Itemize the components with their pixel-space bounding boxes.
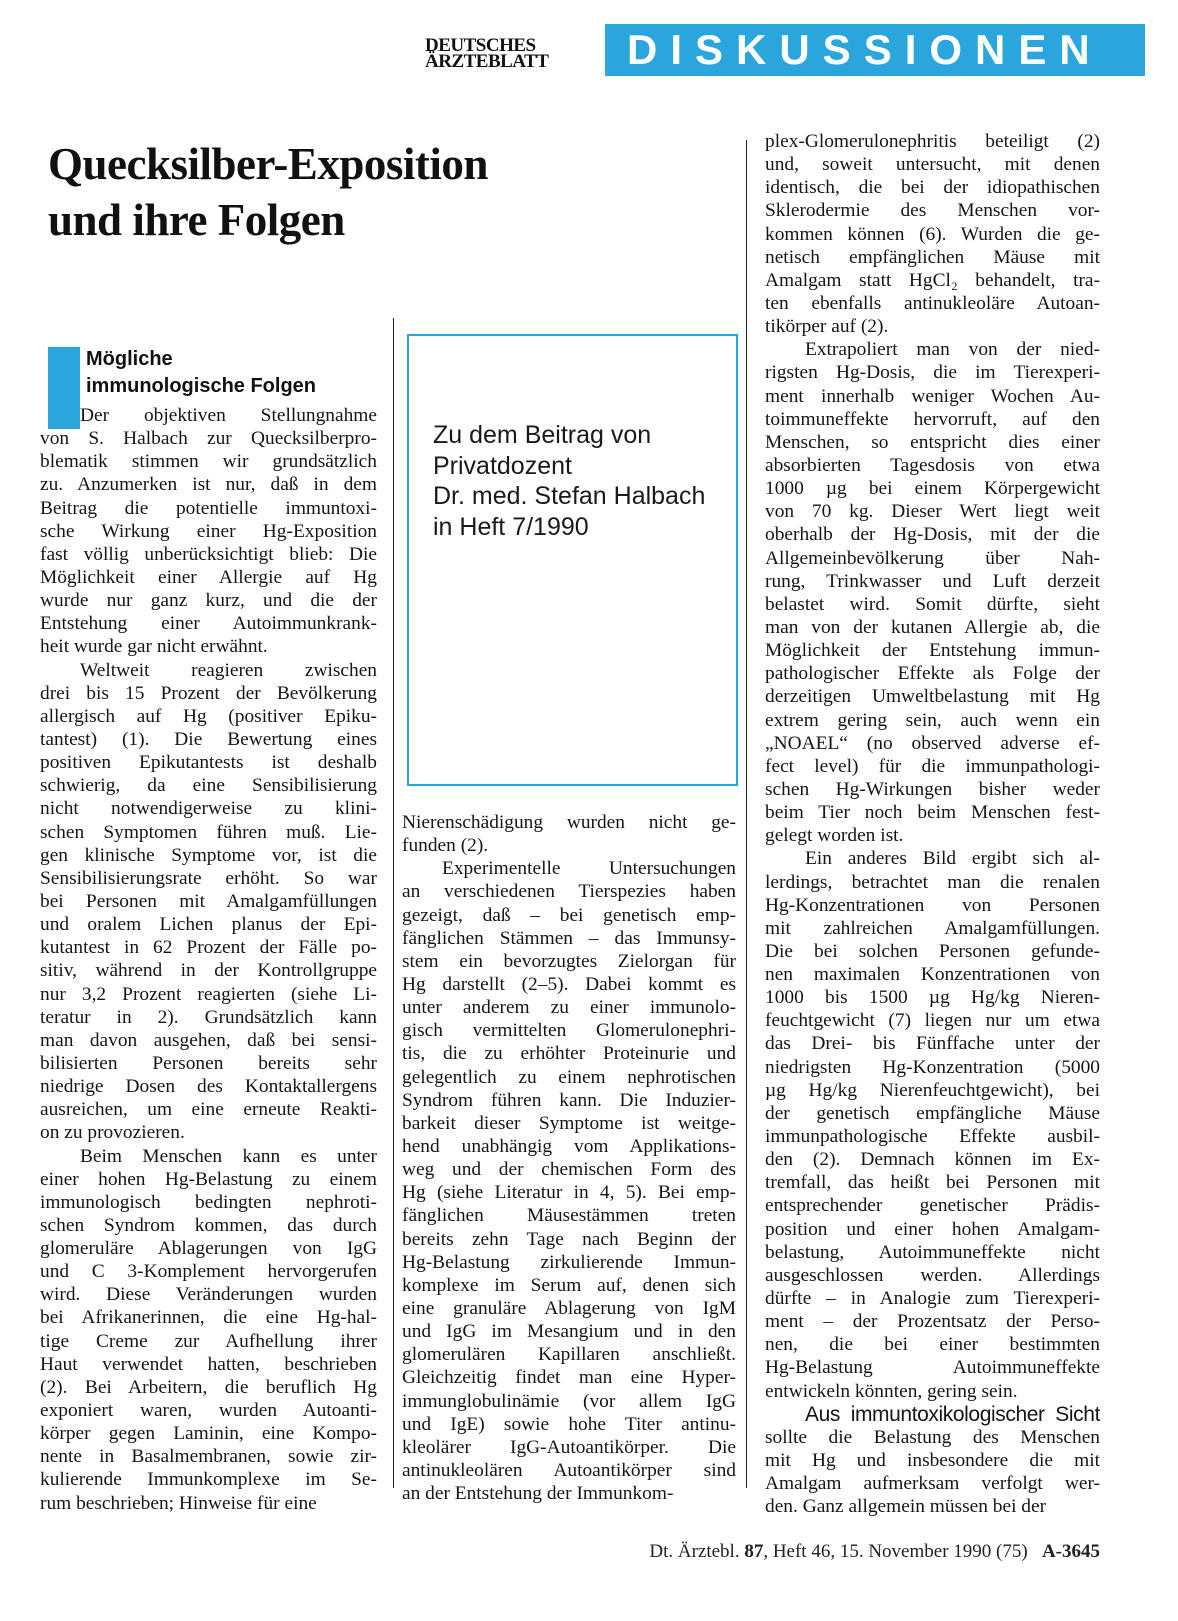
section-subheading bbox=[86, 346, 396, 400]
text-line: bereits zehn Tage nach Beginn der bbox=[402, 1228, 736, 1250]
text-line: position und einer hohen Amalgam- bbox=[765, 1218, 1100, 1240]
text-line: glomerulären Kapillaren anschließt. bbox=[402, 1344, 736, 1366]
text-line: unter anderem zu einer immunolo- bbox=[402, 997, 736, 1019]
text-line: funden (2). bbox=[402, 835, 489, 857]
text-line: heit wurde gar nicht erwähnt. bbox=[40, 636, 268, 658]
citation-prefix: Dt. Ärztebl. bbox=[649, 1541, 740, 1562]
text-line: ausgeschlossen werden. Allerdings bbox=[765, 1264, 1100, 1286]
text-line: kutantest in 62 Prozent der Fälle po- bbox=[40, 937, 377, 959]
text-line: allergisch auf Hg (positiver Epiku- bbox=[40, 705, 377, 727]
text-line: tremfall, das heißt bei Personen mit bbox=[765, 1172, 1100, 1194]
text-line: entwickeln könnten, gering sein. bbox=[765, 1380, 1018, 1402]
text-line: nen, die bei einer bestimmten bbox=[765, 1334, 1100, 1356]
text-line: und oralem Lichen planus der Epi- bbox=[40, 914, 377, 936]
text-line: niedrigsten Hg-Konzentration (5000 bbox=[765, 1056, 1100, 1078]
text-line: von 70 kg. Dieser Wert liegt weit bbox=[765, 501, 1100, 523]
column-rule-1 bbox=[393, 318, 394, 1488]
text-line: das Drei- bis Fünffache unter der bbox=[765, 1033, 1100, 1055]
text-line: Beim Menschen kann es unter bbox=[80, 1145, 377, 1167]
text-line: Hg-Belastung Autoimmuneffekte bbox=[765, 1357, 1100, 1379]
logo-line-1: DEUTSCHES bbox=[425, 35, 536, 56]
text-line: kleolärer IgG-Autoantikörper. Die bbox=[402, 1436, 736, 1458]
text-line: Menschen, so entspricht dies einer bbox=[765, 431, 1100, 453]
text-line: sollte die Belastung des Menschen bbox=[765, 1426, 1100, 1448]
text-line: und, soweit untersucht, mit denen bbox=[765, 154, 1100, 176]
text-line: und IgG im Mesangium und in den bbox=[402, 1321, 736, 1343]
citation-rest: , Heft 46, 15. November 1990 (75) bbox=[763, 1541, 1028, 1562]
text-line: immunpathologische Effekte ausbil- bbox=[765, 1126, 1100, 1148]
citation-volume: 87 bbox=[744, 1541, 764, 1562]
text-line: Möglichkeit der Entstehung immun- bbox=[765, 640, 1100, 662]
text-line: zu. Anzumerken ist nur, daß in dem bbox=[40, 474, 377, 496]
text-line: Amalgam statt HgCl₂ behandelt, tra- bbox=[765, 269, 1100, 291]
text-line: den. Ganz allgemein müssen bei der bbox=[765, 1496, 1047, 1518]
text-line: und IgE) sowie hohe Titer antinu- bbox=[402, 1413, 736, 1435]
text-line: fänglichen Stämmen – das Immunsy- bbox=[402, 927, 736, 949]
text-line: und C 3-Komplement hervorgerufen bbox=[40, 1261, 377, 1283]
info-line-4: in Heft 7/1990 bbox=[433, 512, 589, 541]
text-line: rigsten Hg-Dosis, die im Tierexperi- bbox=[765, 362, 1100, 384]
text-line: Der objektiven Stellungnahme bbox=[80, 405, 377, 426]
text-line: Ein anderes Bild ergibt sich al- bbox=[805, 848, 1100, 870]
section-banner: DISKUSSIONEN bbox=[605, 24, 1145, 76]
text-line: identisch, die bei der idiopathischen bbox=[765, 177, 1100, 199]
column-rule-2 bbox=[746, 140, 747, 1488]
text-line: von S. Halbach zur Quecksilberpro- bbox=[40, 428, 377, 450]
text-line: Entstehung einer Autoimmunkrank- bbox=[40, 613, 377, 635]
text-line: „NOAEL“ (no observed adverse ef- bbox=[765, 732, 1100, 754]
text-line: drei bis 15 Prozent der Bevölkerung bbox=[40, 682, 377, 704]
text-line: Hg-Belastung zirkulierende Immun- bbox=[402, 1251, 736, 1273]
text-line: on zu provozieren. bbox=[40, 1122, 185, 1144]
text-line: nicht notwendigerweise zu klini- bbox=[40, 798, 377, 820]
text-line: Sklerodermie des Menschen vor- bbox=[765, 200, 1100, 222]
text-line: pathologischer Effekte als Folge der bbox=[765, 663, 1100, 685]
text-line: Syndrom führen kann. Die Induzier- bbox=[402, 1089, 736, 1111]
text-line: belastung, Autoimmuneffekte nicht bbox=[765, 1241, 1100, 1263]
text-line: Sensibilisierungsrate erhöht. So war bbox=[40, 867, 377, 889]
text-line: sitiv, während in der Kontrollgruppe bbox=[40, 960, 377, 982]
text-line: immunglobulinämie (vor allem IgG bbox=[402, 1390, 736, 1412]
text-line: Beitrag die potentielle immuntoxi- bbox=[40, 497, 377, 519]
text-line: exponiert waren, wurden Autoanti- bbox=[40, 1400, 377, 1422]
text-line: ment innerhalb weniger Wochen Au- bbox=[765, 385, 1100, 407]
text-line: 1000 µg bei einem Körpergewicht bbox=[765, 478, 1100, 500]
text-line: tis, die zu erhöhter Proteinurie und bbox=[402, 1043, 736, 1065]
text-line: Hg darstellt (2–5). Dabei kommt es bbox=[402, 973, 736, 995]
text-line: absorbierten Tagesdosis von etwa bbox=[765, 454, 1100, 476]
text-column-2 bbox=[402, 811, 736, 1505]
text-line: den (2). Demnach können im Ex- bbox=[765, 1149, 1100, 1171]
text-line: weg und der chemischen Form des bbox=[402, 1159, 736, 1181]
text-line: entsprechender genetischer Prädis- bbox=[765, 1195, 1100, 1217]
text-line: man davon ausgehen, daß bei sensi- bbox=[40, 1029, 377, 1051]
text-line: immunologisch bedingten nephroti- bbox=[40, 1191, 377, 1213]
text-line: komplexe im Serum auf, denen sich bbox=[402, 1274, 736, 1296]
text-line: mit Hg und insbesondere die mit bbox=[765, 1450, 1100, 1472]
page-number: A-3645 bbox=[1041, 1541, 1100, 1562]
text-line: plex-Glomerulonephritis beteiligt (2) bbox=[765, 131, 1100, 152]
text-line: toimmuneffekte hervorruft, auf den bbox=[765, 408, 1100, 430]
text-line: belastet wird. Somit dürfte, sieht bbox=[765, 593, 1100, 615]
text-line: Die bei solchen Personen gefunde- bbox=[765, 940, 1100, 962]
text-line: feuchtgewicht (7) liegen nur um etwa bbox=[765, 1010, 1100, 1032]
text-line: schwierig, da eine Sensibilisierung bbox=[40, 775, 377, 797]
logo-line-2: ÄRZTEBLATT bbox=[425, 51, 549, 72]
text-line: Amalgam aufmerksam verfolgt wer- bbox=[765, 1473, 1100, 1495]
text-line: ment – der Prozentsatz der Perso- bbox=[765, 1311, 1100, 1333]
text-line: lerdings, betrachtet man die renalen bbox=[765, 871, 1100, 893]
text-line: teratur in 2). Grundsätzlich kann bbox=[40, 1006, 377, 1028]
text-line: Haut verwendet hatten, beschrieben bbox=[40, 1353, 377, 1375]
text-line: fast völlig unberücksichtigt blieb: Die bbox=[40, 543, 377, 565]
text-line: netisch empfänglichen Mäuse mit bbox=[765, 246, 1100, 268]
text-line: glomeruläre Ablagerungen von IgG bbox=[40, 1238, 377, 1260]
text-line: Gleichzeitig findet man eine Hyper- bbox=[402, 1367, 736, 1389]
text-line: nen maximalen Konzentrationen von bbox=[765, 964, 1100, 986]
text-line: schen Symptomen führen muß. Lie- bbox=[40, 821, 377, 843]
text-line: einer hohen Hg-Belastung zu einem bbox=[40, 1168, 377, 1190]
text-line: µg Hg/kg Nierenfeuchtgewicht), bei bbox=[765, 1079, 1100, 1101]
text-line: barkeit dieser Symptome ist weitge- bbox=[402, 1112, 736, 1134]
text-line: antinukleolären Autoantikörper sind bbox=[402, 1459, 736, 1481]
text-column-3 bbox=[765, 130, 1100, 1518]
text-line: tantest) (1). Die Bewertung eines bbox=[40, 728, 377, 750]
text-line: niedrige Dosen des Kontaktallergens bbox=[40, 1076, 377, 1098]
text-line: mit zahlreichen Amalgamfüllungen. bbox=[765, 917, 1100, 939]
text-line: nur 3,2 Prozent reagierten (siehe Li- bbox=[40, 983, 377, 1005]
journal-logo bbox=[425, 35, 549, 72]
info-line-3: Dr. med. Stefan Halbach bbox=[433, 482, 706, 510]
text-line: wurde nur ganz kurz, und die der bbox=[40, 590, 377, 612]
text-line: 1000 bis 1500 µg Hg/kg Nieren- bbox=[765, 987, 1100, 1009]
text-line: Aus immuntoxikologischer Sicht bbox=[805, 1402, 1100, 1426]
text-line: Hg (siehe Literatur in 4, 5). Bei emp- bbox=[402, 1182, 736, 1204]
text-line: tige Creme zur Aufhellung ihrer bbox=[40, 1330, 377, 1352]
page-footer bbox=[578, 1541, 1100, 1563]
text-line: Weltweit reagieren zwischen bbox=[80, 659, 377, 681]
text-line: (2). Bei Arbeitern, die beruflich Hg bbox=[40, 1376, 377, 1398]
text-line: Nierenschädigung wurden nicht ge- bbox=[402, 812, 736, 833]
text-line: ausreichen, um eine erneute Reakti- bbox=[40, 1099, 377, 1121]
subhead-line-1: Mögliche bbox=[86, 348, 173, 370]
text-line: dürfte – in Analogie zum Tierexperi- bbox=[765, 1288, 1100, 1310]
text-line: Möglichkeit einer Allergie auf Hg bbox=[40, 566, 377, 588]
text-column-1 bbox=[40, 404, 377, 1515]
text-line: blematik stimmen wir grundsätzlich bbox=[40, 451, 377, 473]
text-line: gen klinische Symptome vor, ist die bbox=[40, 844, 377, 866]
text-line: sche Wirkung einer Hg-Exposition bbox=[40, 520, 377, 542]
text-line: Allgemeinbevölkerung über Nah- bbox=[765, 547, 1100, 569]
title-line-2: und ihre Folgen bbox=[48, 195, 345, 245]
text-line: der genetisch empfängliche Mäuse bbox=[765, 1102, 1100, 1124]
text-line: nente in Basalmembranen, sowie zir- bbox=[40, 1446, 377, 1468]
text-line: Hg-Konzentrationen von Personen bbox=[765, 894, 1100, 916]
text-line: gezeigt, daß – bei genetisch emp- bbox=[402, 904, 736, 926]
text-line: rung, Trinkwasser und Luft derzeit bbox=[765, 570, 1100, 592]
text-line: bei Personen mit Amalgamfüllungen bbox=[40, 890, 377, 912]
text-line: schen Syndrom kommen, das durch bbox=[40, 1214, 377, 1236]
text-line: schen Hg-Wirkungen bisher weder bbox=[765, 778, 1100, 800]
text-line: stem ein bevorzugtes Zielorgan für bbox=[402, 950, 736, 972]
text-line: körper gegen Laminin, eine Kompo- bbox=[40, 1423, 377, 1445]
text-line: fänglichen Mäusestämmen treten bbox=[402, 1205, 736, 1227]
text-line: Experimentelle Untersuchungen bbox=[442, 858, 736, 880]
text-line: bilisierten Personen bereits sehr bbox=[40, 1052, 377, 1074]
reference-info-box bbox=[407, 334, 738, 786]
text-line: gisch vermittelten Glomerulonephri- bbox=[402, 1020, 736, 1042]
text-line: kulierende Immunkomplexe im Se- bbox=[40, 1469, 377, 1491]
text-line: an verschiedenen Tierspezies haben bbox=[402, 881, 736, 903]
article-title bbox=[48, 136, 688, 248]
text-line: ten ebenfalls antinukleoläre Autoan- bbox=[765, 292, 1100, 314]
text-line: gelegt worden ist. bbox=[765, 825, 904, 847]
text-line: derzeitigen Umweltbelastung mit Hg bbox=[765, 686, 1100, 708]
text-line: bei Afrikanerinnen, die eine Hg-hal- bbox=[40, 1307, 377, 1329]
text-line: hend unabhängig vom Applikations- bbox=[402, 1135, 736, 1157]
text-line: rum beschrieben; Hinweise für eine bbox=[40, 1492, 317, 1514]
title-line-1: Quecksilber-Exposition bbox=[48, 139, 488, 189]
text-line: Extrapoliert man von der nied- bbox=[805, 339, 1100, 361]
info-box-text bbox=[433, 420, 733, 542]
info-line-2: Privatdozent bbox=[433, 451, 572, 480]
text-line: kommen können (6). Wurden die ge- bbox=[765, 223, 1100, 245]
text-line: an der Entstehung der Immunkom- bbox=[402, 1483, 674, 1505]
text-line: positiven Epikutantests ist deshalb bbox=[40, 752, 377, 774]
text-line: tikörper auf (2). bbox=[765, 316, 889, 338]
text-line: fect level) für die immunpathologi- bbox=[765, 755, 1100, 777]
text-line: wird. Diese Veränderungen wurden bbox=[40, 1284, 377, 1306]
text-line: gelegentlich zu einem nephrotischen bbox=[402, 1066, 736, 1088]
text-line: man von der kutanen Allergie ab, die bbox=[765, 616, 1100, 638]
text-line: oberhalb der Hg-Dosis, mit der die bbox=[765, 524, 1100, 546]
subhead-line-2: immunologische Folgen bbox=[86, 375, 317, 397]
text-line: extrem gering sein, auch wenn ein bbox=[765, 709, 1100, 731]
info-line-1: Zu dem Beitrag von bbox=[433, 421, 652, 449]
text-line: beim Tier noch beim Menschen fest- bbox=[765, 802, 1100, 824]
text-line: eine granuläre Ablagerung von IgM bbox=[402, 1297, 736, 1319]
